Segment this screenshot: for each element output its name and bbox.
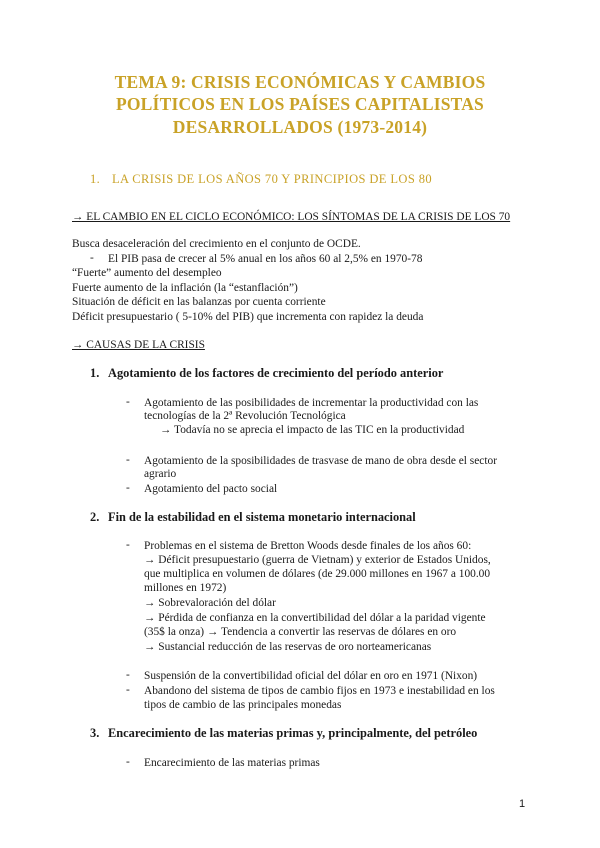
symptom-line: Situación de déficit en las balanzas por cuenta corriente	[72, 296, 326, 308]
cause-number: 1.	[90, 366, 100, 380]
document-title-line-2: POLÍTICOS EN LOS PAÍSES CAPITALISTAS	[115, 94, 484, 114]
page-number: 1	[519, 798, 526, 810]
symptom-line: Busca desaceleración del crecimiento en el conjunto de OCDE.	[72, 238, 361, 250]
cause-number: 2.	[90, 510, 100, 524]
symptom-line: El PIB pasa de crecer al 5% anual en los años 60 al 2,5% en 1970-78	[108, 253, 423, 265]
bullet-text: Agotamiento de la sposibilidades de trasvase de mano de obra desde el sector	[144, 455, 497, 467]
bullet-text: → Todavía no se aprecia el impacto de las TIC en la productividad	[160, 424, 465, 436]
bullet-dash: -	[90, 252, 94, 264]
bullet-text: Abandono del sistema de tipos de cambio fijos en 1973 e inestabilidad en los	[144, 685, 495, 697]
bullet-dash: -	[126, 756, 130, 768]
symptom-line: Fuerte aumento de la inflación (la “estanflación”)	[72, 282, 298, 294]
cause-number: 3.	[90, 726, 100, 740]
section-heading	[90, 172, 432, 187]
section-title: LA CRISIS DE LOS AÑOS 70 Y PRINCIPIOS DE LOS 80	[112, 172, 432, 186]
cause-heading: Encarecimiento de las materias primas y, principalmente, del petróleo	[108, 726, 478, 740]
symptom-line: “Fuerte” aumento del desempleo	[72, 267, 222, 279]
bullet-text: → Déficit presupuestario (guerra de Vietnam) y exterior de Estados Unidos,	[144, 554, 491, 566]
bullet-dash: -	[126, 684, 130, 696]
bullet-dash: -	[126, 482, 130, 494]
subheading-causas: → CAUSAS DE LA CRISIS	[72, 339, 205, 351]
bullet-text: Agotamiento de las posibilidades de incrementar la productividad con las	[144, 397, 479, 409]
bullet-text: tipos de cambio de las principales monedas	[144, 699, 342, 711]
symptom-line: Déficit presupuestario ( 5-10% del PIB) que incrementa con rapidez la deuda	[72, 311, 424, 323]
bullet-text: Agotamiento del pacto social	[144, 483, 278, 495]
bullet-text: millones en 1972)	[144, 582, 227, 594]
document-title-line-1: TEMA 9: CRISIS ECONÓMICAS Y CAMBIOS	[114, 72, 486, 92]
bullet-text: → Pérdida de confianza en la convertibilidad del dólar a la paridad vigente	[144, 612, 486, 624]
bullet-text: Suspensión de la convertibilidad oficial del dólar en oro en 1971 (Nixon)	[144, 670, 478, 682]
bullet-dash: -	[126, 396, 130, 408]
bullet-text: → Sustancial reducción de las reservas de oro norteamericanas	[144, 641, 432, 653]
cause-heading: Agotamiento de los factores de crecimiento del período anterior	[108, 366, 444, 380]
bullet-dash: -	[126, 539, 130, 551]
document-title-line-3: DESARROLLADOS (1973-2014)	[172, 117, 428, 137]
bullet-dash: -	[126, 669, 130, 681]
bullet-text: (35$ la onza) → Tendencia a convertir las reservas de dólares en oro	[144, 626, 457, 638]
cause-heading: Fin de la estabilidad en el sistema monetario internacional	[108, 510, 416, 524]
bullet-text: Encarecimiento de las materias primas	[144, 757, 320, 769]
section-number: 1.	[90, 172, 101, 186]
bullet-text: que multiplica en volumen de dólares (de 29.000 millones en 1967 a 100.00	[144, 568, 491, 580]
bullet-text: → Sobrevaloración del dólar	[144, 597, 276, 609]
subheading-cambio-ciclo: → EL CAMBIO EN EL CICLO ECONÓMICO: LOS SÍNTOMAS DE LA CRISIS DE LOS 70	[72, 211, 511, 223]
bullet-dash: -	[126, 454, 130, 466]
bullet-text: Problemas en el sistema de Bretton Woods desde finales de los años 60:	[144, 540, 472, 552]
bullet-text: tecnologías de la 2ª Revolución Tecnológica	[144, 410, 346, 422]
bullet-text: agrario	[144, 468, 177, 480]
